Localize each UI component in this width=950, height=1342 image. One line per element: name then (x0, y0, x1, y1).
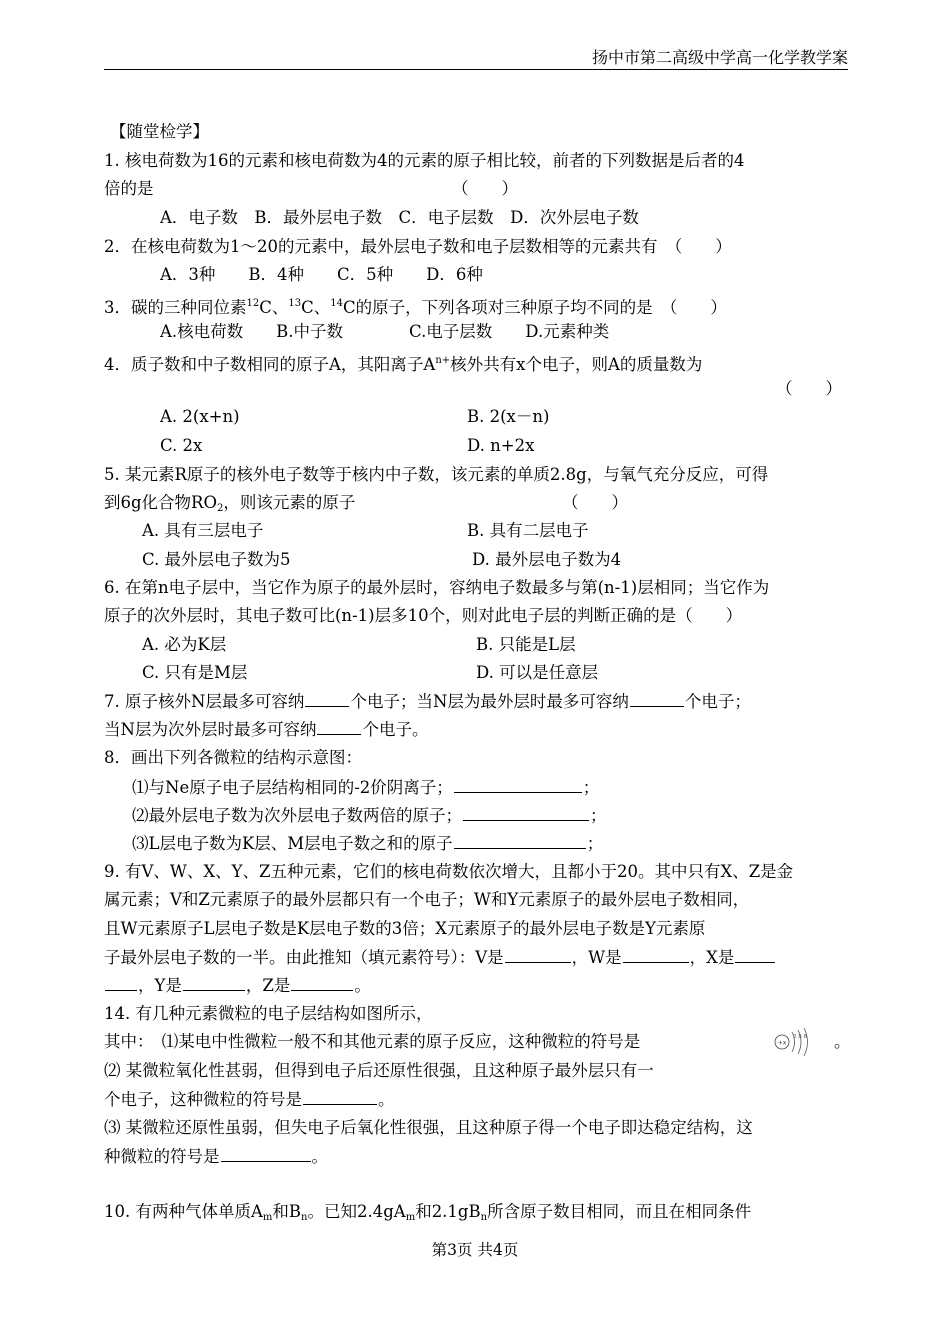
q7-text-a: 7. 原子核外N层最多可容纳 (104, 692, 305, 711)
q14-line2-b: 。 (834, 1032, 851, 1051)
page-footer: 第3页 共4页 (431, 1241, 519, 1259)
q10-text-d: 和2.1gB (415, 1202, 481, 1221)
q8-end-2: ； (590, 806, 607, 825)
q9-text-v: 子最外层电子数的一半。由此推知（填元素符号）：V是 (104, 948, 504, 967)
q10-sub-3: m (405, 1212, 416, 1223)
q3-element-3: C (342, 298, 356, 317)
q1-paren: （ ） (452, 179, 518, 198)
q7-text-c: 个电子； (684, 692, 751, 711)
q9-line5 (104, 974, 371, 997)
q3-element-2: C (301, 298, 314, 317)
q5-option-c: C. 最外层电子数为5 (142, 550, 291, 569)
q9-blank-y[interactable] (183, 974, 245, 991)
q9-blank-z[interactable] (291, 974, 353, 991)
q10-line1 (104, 1201, 751, 1229)
q8-item2-text: ⑵最外层电子数为次外层电子数两倍的原子； (132, 806, 462, 825)
q9-text-z: ，Z是 (245, 976, 291, 995)
q14-text-2: 个电子，这种微粒的符号是 (104, 1090, 302, 1109)
q7-blank-1[interactable] (305, 690, 349, 707)
q7-line2 (104, 718, 428, 741)
q10-sub-4: n (480, 1212, 488, 1223)
q10-text-e: 所含原子数目相同，而且在相同条件 (487, 1202, 752, 1221)
q8-blank-2[interactable] (463, 804, 589, 821)
page-header: 扬中市第二高级中学高一化学教学案 (591, 48, 848, 67)
q8-end-3: ； (586, 834, 604, 853)
q14-line4 (104, 1088, 395, 1111)
header-rule (104, 69, 848, 70)
q5-line2 (104, 492, 355, 520)
q7-text-d: 当N层为次外层时最多可容纳 (104, 720, 317, 739)
q1-line1: 1. 核电荷数为16的元素和核电荷数为4的元素的原子相比较，前者的下列数据是后者的4 (104, 151, 745, 170)
q8-item1 (132, 776, 599, 799)
q5-subscript: 2 (217, 503, 224, 514)
q9-text-w: ，W是 (571, 948, 622, 967)
isotope-mass-12: 12 (246, 298, 260, 309)
section-title: 【随堂检学】 (110, 122, 209, 141)
q5-line2-a: 到6g化合物RO (104, 493, 218, 512)
q4-line1 (104, 350, 702, 376)
q8-item1-text: ⑴与Ne原子电子层结构相同的-2价阴离子； (132, 778, 453, 797)
q6-option-d: D. 可以是任意层 (476, 663, 599, 682)
q2-options: A．3种 B．4种 C．5种 D．6种 (160, 265, 483, 284)
q5-paren: （ ） (562, 493, 628, 512)
q7-blank-3[interactable] (317, 718, 361, 735)
q3-options: A.核电荷数 B.中子数 C.电子层数 D.元素种类 (160, 322, 610, 341)
q14-line5: ⑶ 某微粒还原性虽弱，但失电子后氧化性很强，且这种原子得一个电子即达稳定结构，这 (104, 1118, 753, 1137)
q3-line1: 3．碳的三种同位素$^{12}$C、$^{13}$C、$^{14}$C的原子，下列各项对三种原子均不同的是 （ ） (104, 298, 727, 317)
q4-option-c: C. 2x (160, 436, 203, 455)
q8-line1: 8．画出下列各微粒的结构示意图： (104, 748, 362, 767)
q8-item3 (132, 832, 603, 855)
isotope-mass-14: 14 (330, 298, 343, 309)
q14-end-2: 。 (378, 1090, 395, 1109)
q9-line1: 9. 有V、W、X、Y、Z五种元素，它们的核电荷数依次增大，且都小于20。其中只有X、Z是金 (104, 862, 794, 881)
q8-item3-text: ⑶L层电子数为K层、M层电子数之和的原子 (132, 834, 453, 853)
q10-sub-2: n (301, 1212, 308, 1223)
q6-option-b: B. 只能是L层 (476, 635, 576, 654)
q14-blank-2[interactable] (303, 1088, 377, 1105)
q14-blank-3[interactable] (221, 1145, 311, 1162)
q9-blank-x-part1[interactable] (735, 946, 775, 963)
q8-end-1: ； (582, 778, 600, 797)
q4-paren: （ ） (776, 379, 842, 398)
q4-line1-b: 核外共有x个电子，则A的质量数为 (450, 355, 703, 374)
q4-option-b: B. 2(x－n) (467, 407, 550, 426)
isotope-mass-13: 13 (288, 298, 302, 309)
q4-line1-a: 4．质子数和中子数相同的原子A，其阳离子A (104, 355, 436, 374)
q9-text-x: ，X是 (689, 948, 735, 967)
q10-text-a: 10. 有两种气体单质A (104, 1202, 263, 1221)
q5-line2-b: ，则该元素的原子 (223, 493, 356, 512)
q14-line6 (104, 1145, 328, 1168)
q8-item2 (132, 804, 607, 827)
q3-element-1: C (259, 298, 272, 317)
q10-sub-1: m (262, 1212, 273, 1223)
q14-end-3: 。 (311, 1147, 328, 1166)
q14-line3: ⑵ 某微粒氧化性甚弱，但得到电子后还原性很强，且这种原子最外层只有一 (104, 1061, 654, 1080)
q5-line1: 5. 某元素R原子的核外电子数等于核内中子数，该元素的单质2.8g，与氧气充分反应，可得 (104, 465, 769, 484)
q9-text-y: ，Y是 (138, 976, 182, 995)
q4-option-d: D. n+2x (467, 436, 535, 455)
q1-line2: 倍的是 (104, 179, 154, 198)
q6-line1: 6. 在第n电子层中，当它作为原子的最外层时，容纳电子数最多与第(n-1)层相同；当它作为 (104, 578, 770, 597)
q7-line1 (104, 690, 751, 713)
q9-text-end: 。 (354, 976, 371, 995)
q14-line2-a: 其中： ⑴某电中性微粒一般不和其他元素的原子反应，这种微粒的符号是 (104, 1032, 641, 1051)
q10-text-c: 。已知2.4gA (307, 1202, 406, 1221)
q5-option-b: B. 具有二层电子 (467, 521, 589, 540)
q6-option-c: C. 只有是M层 (142, 663, 248, 682)
q5-option-d: D. 最外层电子数为4 (472, 550, 622, 569)
q9-line4 (104, 946, 776, 969)
q14-line1: 14. 有几种元素微粒的电子层结构如图所示， (104, 1004, 433, 1023)
q9-line2: 属元素；V和Z元素原子的最外层都只有一个电子；W和Y元素原子的最外层电子数相同， (104, 890, 750, 909)
q14-text-3: 种微粒的符号是 (104, 1147, 220, 1166)
q6-option-a: A. 必为K层 (142, 635, 227, 654)
q7-blank-2[interactable] (630, 690, 684, 707)
ion-charge: n+ (435, 355, 451, 366)
diagram-nucleus-label: +x (777, 1039, 787, 1047)
q7-text-e: 个电子。 (362, 720, 429, 739)
electron-shell-diagram (770, 1024, 814, 1060)
q9-blank-v[interactable] (505, 946, 571, 963)
q2-line1: 2．在核电荷数为1～20的元素中，最外层电子数和电子层数相等的元素共有 （ ） (104, 237, 732, 256)
q4-option-a: A. 2(x+n) (160, 407, 240, 426)
q10-text-b: 和B (272, 1202, 302, 1221)
diagram-shell-counts: 2 8 8 (793, 1034, 807, 1040)
q5-option-a: A. 具有三层电子 (142, 521, 264, 540)
q9-blank-w[interactable] (623, 946, 689, 963)
q8-blank-3[interactable] (454, 832, 586, 849)
q3-prefix: 3．碳的三种同位素 (104, 298, 247, 317)
q9-blank-x-part2[interactable] (105, 974, 137, 991)
q8-blank-1[interactable] (454, 776, 582, 793)
q6-line2: 原子的次外层时，其电子数可比(n-1)层多10个，则对此电子层的判断正确的是（ ） (104, 606, 743, 625)
q7-text-b: 个电子；当N层为最外层时最多可容纳 (350, 692, 629, 711)
q3-suffix: 的原子，下列各项对三种原子均不同的是 （ ） (355, 298, 727, 317)
q9-line3: 且W元素原子L层电子数是K层电子数的3倍；X元素原子的最外层电子数是Y元素原 (104, 919, 706, 938)
q1-options: A．电子数 B．最外层电子数 C．电子层数 D．次外层电子数 (160, 208, 639, 227)
